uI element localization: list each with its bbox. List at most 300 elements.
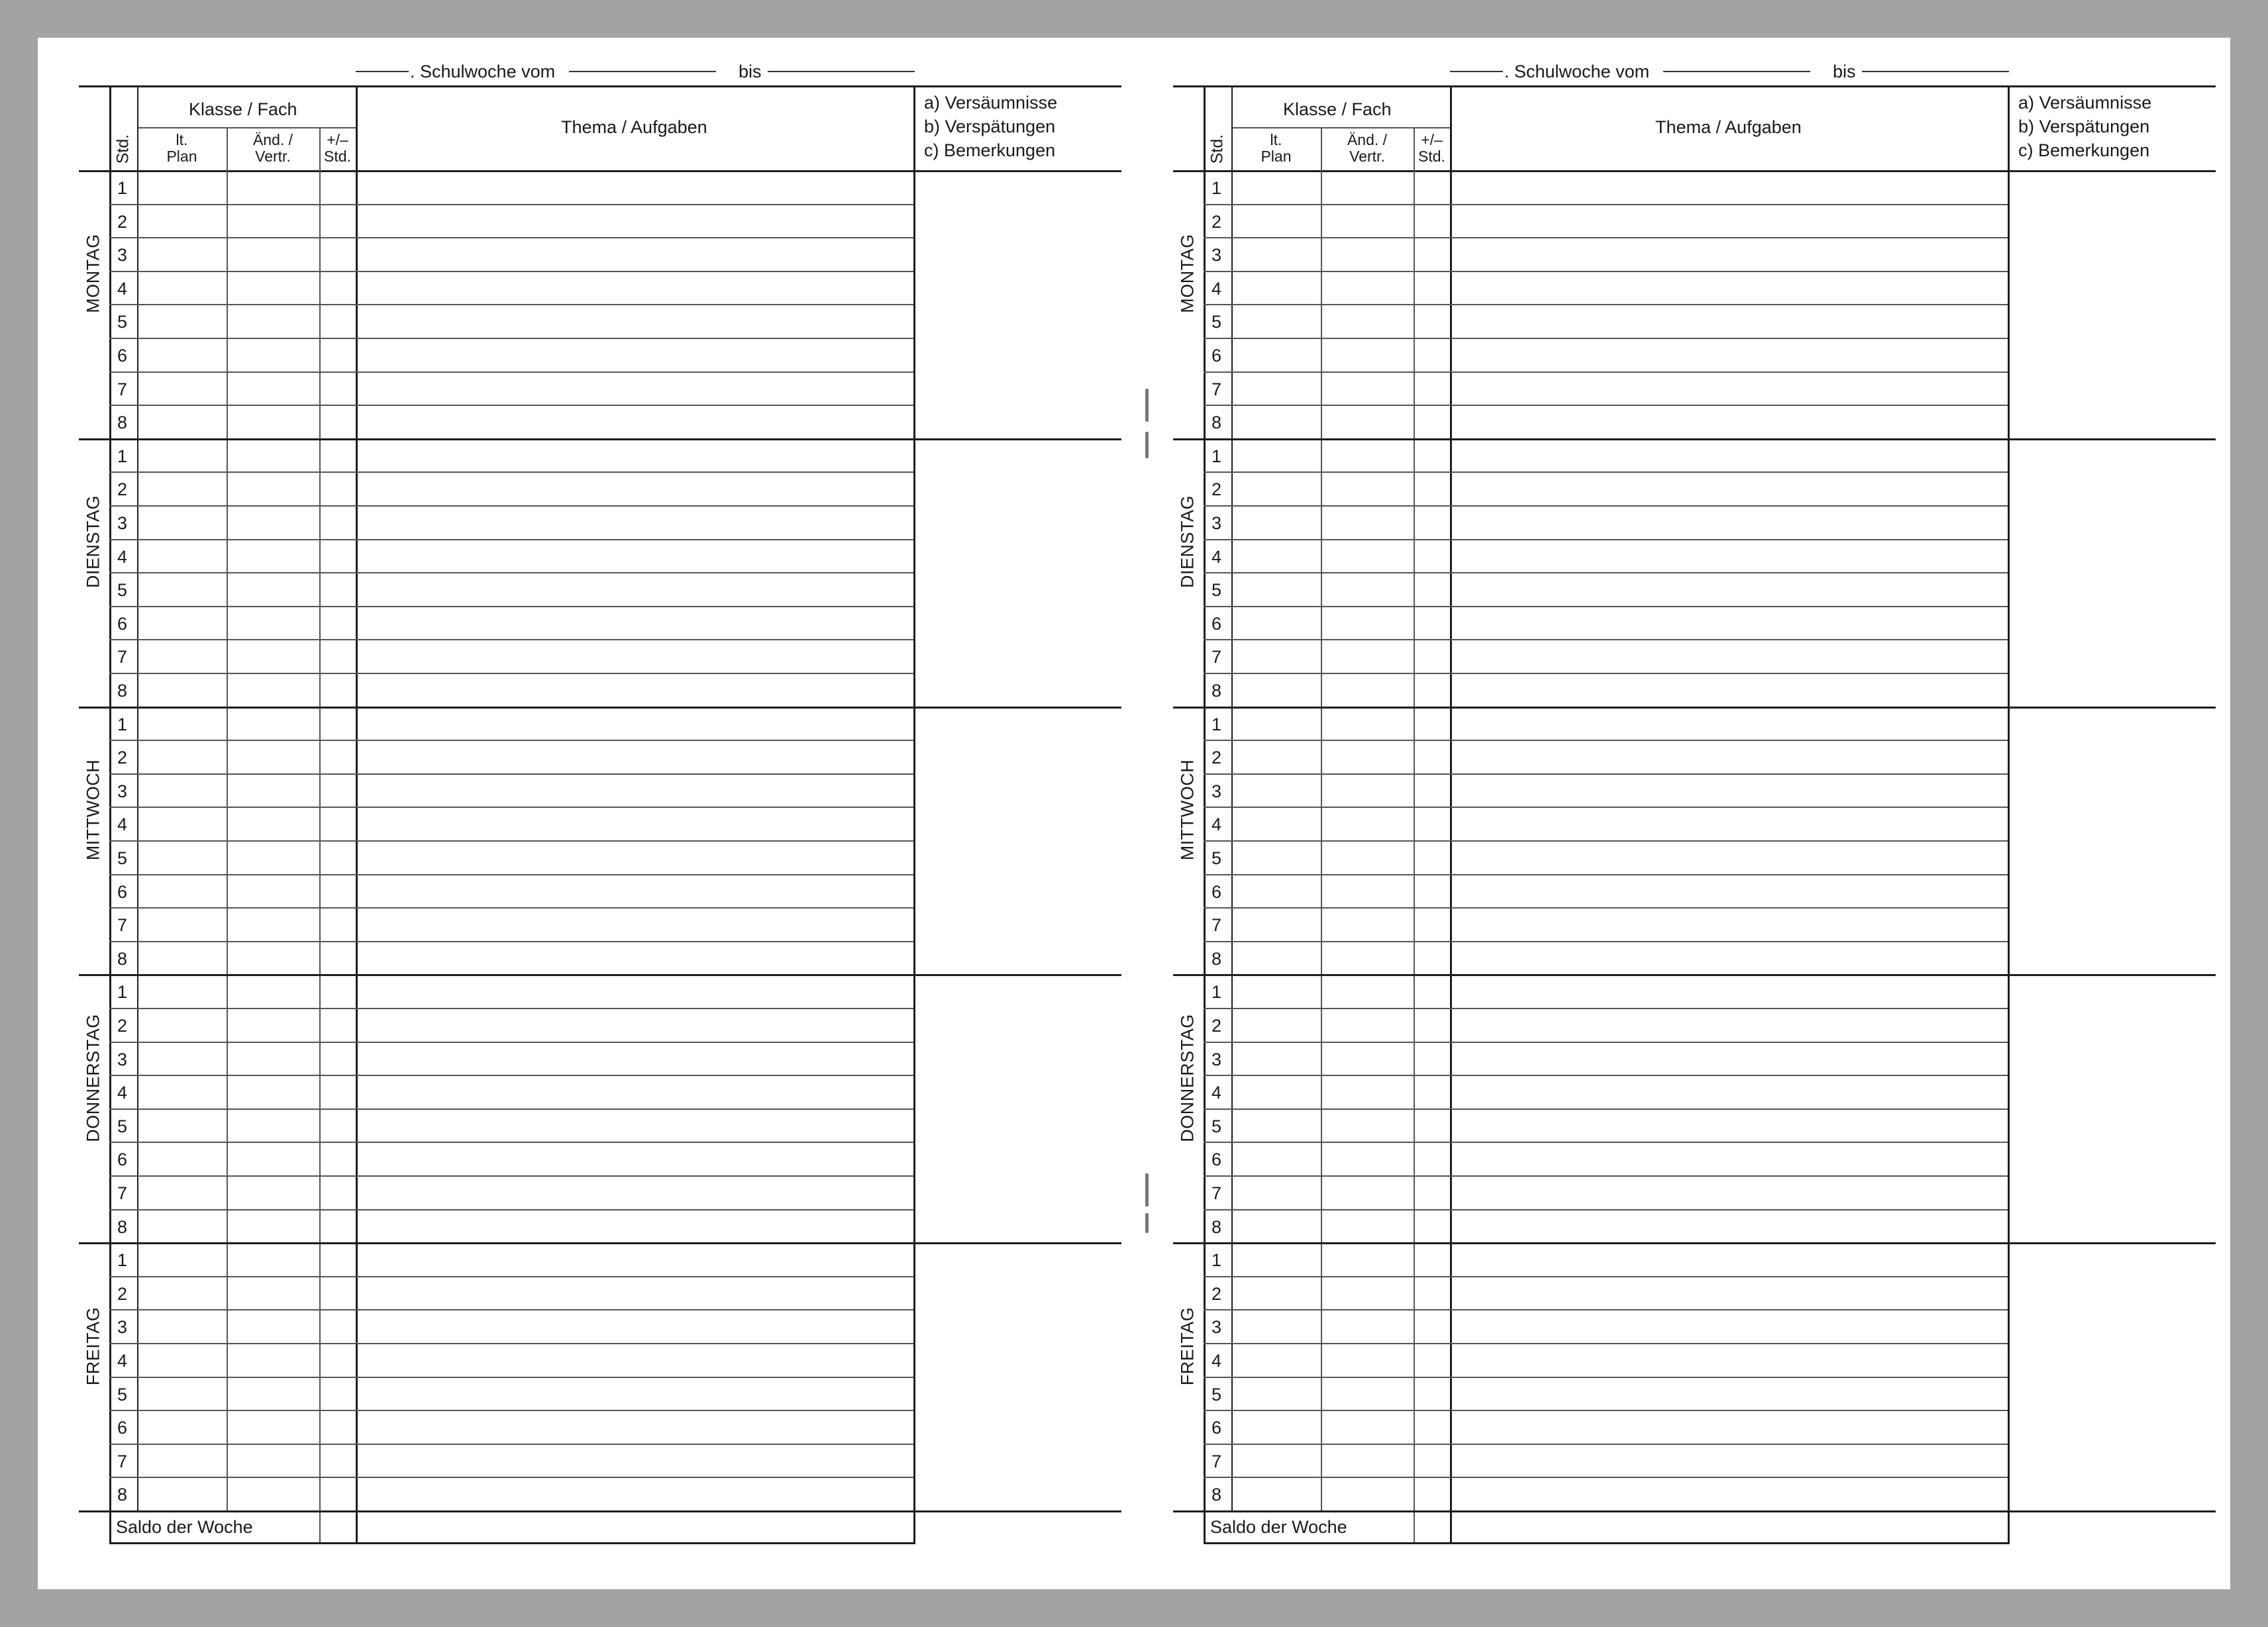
- period-number: 8: [1211, 1485, 1222, 1505]
- period-row-line: [1204, 1075, 2008, 1076]
- period-number: 7: [1211, 647, 1222, 667]
- legend-item: c) Bemerkungen: [2018, 140, 2150, 160]
- period-row-line: [109, 1075, 913, 1076]
- period-row-entry[interactable]: [1233, 1210, 2006, 1242]
- lt-plan-header-line2: Plan: [166, 148, 197, 166]
- period-row-line: [1204, 1276, 2008, 1277]
- day-label: MONTAG: [1177, 234, 1198, 314]
- period-row-line: [109, 338, 913, 339]
- period-row-entry[interactable]: [1233, 406, 2006, 437]
- period-number: 5: [117, 1384, 128, 1405]
- period-number: 1: [117, 982, 128, 1003]
- period-number: 3: [1211, 781, 1222, 801]
- day-separator: [1173, 707, 2216, 709]
- day-separator: [1173, 974, 2216, 976]
- week-number-blank[interactable]: [356, 71, 409, 72]
- period-row-entry[interactable]: [138, 1344, 912, 1375]
- period-number: 6: [117, 1150, 128, 1170]
- period-number: 4: [117, 546, 128, 567]
- week-to-blank[interactable]: [768, 71, 915, 72]
- period-row-entry[interactable]: [138, 808, 912, 839]
- period-row-line: [1204, 1175, 2008, 1177]
- period-row-line: [1204, 1209, 2008, 1210]
- until-label: bis: [1833, 62, 1856, 81]
- period-number: 1: [117, 1250, 128, 1271]
- period-row-entry[interactable]: [138, 507, 912, 538]
- period-row-entry[interactable]: [1233, 674, 2006, 705]
- period-row-line: [109, 740, 913, 741]
- day-label: DONNERSTAG: [83, 1014, 103, 1142]
- saldo-top-border: [79, 1510, 1121, 1512]
- topic-right-border: [2008, 85, 2010, 1542]
- period-row-line: [109, 405, 913, 406]
- period-row-entry[interactable]: [138, 607, 912, 638]
- period-number: 7: [117, 379, 128, 399]
- period-row-line: [109, 471, 913, 473]
- period-number: 1: [1211, 714, 1222, 734]
- day-separator: [79, 974, 1121, 976]
- period-row-entry[interactable]: [1233, 808, 2006, 839]
- period-row-line: [109, 271, 913, 272]
- period-row-line: [1204, 572, 2008, 573]
- period-number: 4: [1211, 1083, 1222, 1103]
- period-row-entry[interactable]: [1233, 1076, 2006, 1107]
- period-number: 4: [117, 278, 128, 299]
- period-number: 8: [117, 413, 128, 433]
- period-row-line: [1204, 204, 2008, 205]
- lt-plan-header: [149, 132, 215, 166]
- period-row-entry[interactable]: [1233, 1478, 2006, 1509]
- period-number: 4: [1211, 814, 1222, 835]
- period-number: 7: [1211, 915, 1222, 936]
- period-row-line: [109, 1008, 913, 1009]
- period-number: 2: [1211, 1016, 1222, 1036]
- lt-plan-header-line2: Plan: [1261, 148, 1292, 166]
- period-row-entry[interactable]: [138, 1378, 912, 1409]
- period-row-entry[interactable]: [138, 1478, 912, 1509]
- period-row-line: [1204, 673, 2008, 674]
- period-row-entry[interactable]: [1233, 1009, 2006, 1040]
- period-row-line: [109, 840, 913, 842]
- period-row-entry[interactable]: [1233, 339, 2006, 370]
- period-row-entry[interactable]: [1233, 1445, 2006, 1476]
- period-number: 6: [1211, 1418, 1222, 1438]
- binder-mark-bottom-2: [1145, 1213, 1149, 1233]
- period-row-entry[interactable]: [1233, 373, 2006, 404]
- period-number: 1: [1211, 982, 1222, 1003]
- period-row-line: [109, 606, 913, 607]
- period-row-entry[interactable]: [138, 708, 912, 739]
- std-header: Std.: [113, 134, 132, 164]
- period-row-line: [109, 874, 913, 875]
- day-label: FREITAG: [83, 1307, 103, 1385]
- period-row-entry[interactable]: [138, 674, 912, 705]
- period-row-entry[interactable]: [1233, 1143, 2006, 1174]
- period-row-entry[interactable]: [138, 1177, 912, 1208]
- week-sheet-right: [1132, 38, 2258, 1589]
- period-number: 2: [1211, 479, 1222, 500]
- period-row-line: [1204, 639, 2008, 640]
- saldo-bottom-border: [1204, 1542, 2010, 1544]
- period-row-line: [109, 371, 913, 373]
- period-row-entry[interactable]: [1233, 875, 2006, 907]
- change-header: [1334, 132, 1400, 166]
- class-subject-header: Klasse / Fach: [189, 99, 297, 119]
- period-row-entry[interactable]: [138, 842, 912, 873]
- period-number: 3: [117, 513, 128, 533]
- period-row-line: [109, 1042, 913, 1043]
- period-row-line: [109, 1109, 913, 1110]
- legend-item: c) Bemerkungen: [924, 140, 1056, 160]
- period-number: 5: [1211, 580, 1222, 601]
- topic-header: Thema / Aufgaben: [561, 117, 707, 137]
- period-row-line: [1204, 304, 2008, 305]
- period-row-line: [109, 1343, 913, 1344]
- period-row-line: [109, 673, 913, 674]
- period-number: 1: [1211, 446, 1222, 466]
- class-subject-underline: [1231, 127, 1450, 128]
- binder-mark-top: [1145, 389, 1149, 422]
- period-row-entry[interactable]: [1233, 540, 2006, 571]
- period-row-entry[interactable]: [138, 1210, 912, 1242]
- period-row-line: [109, 572, 913, 573]
- period-row-line: [109, 237, 913, 238]
- period-row-line: [1204, 1042, 2008, 1043]
- period-row-entry[interactable]: [1233, 172, 2006, 203]
- period-row-entry[interactable]: [1233, 1277, 2006, 1308]
- period-number: 8: [1211, 681, 1222, 701]
- class-subject-header: Klasse / Fach: [1283, 99, 1392, 119]
- period-row-entry[interactable]: [138, 540, 912, 571]
- period-row-entry[interactable]: [1233, 942, 2006, 973]
- period-row-entry[interactable]: [138, 172, 912, 203]
- period-row-line: [109, 941, 913, 942]
- period-row-entry[interactable]: [1233, 1411, 2006, 1442]
- period-number: 3: [1211, 1317, 1222, 1338]
- table-top-border: [1173, 85, 2216, 87]
- period-row-line: [109, 1444, 913, 1445]
- period-number: 6: [117, 346, 128, 366]
- period-row-line: [1204, 1377, 2008, 1378]
- period-row-line: [109, 1276, 913, 1277]
- period-number: 8: [1211, 1216, 1222, 1237]
- period-row-entry[interactable]: [1233, 1043, 2006, 1074]
- lt-plan-header: [1243, 132, 1310, 166]
- period-row-entry[interactable]: [138, 573, 912, 605]
- plusminus-header-line2: Std.: [324, 148, 351, 166]
- period-number: 6: [117, 613, 128, 634]
- plusminus-header: [305, 132, 371, 166]
- period-row-entry[interactable]: [138, 1277, 912, 1308]
- period-row-entry[interactable]: [1233, 842, 2006, 873]
- period-number: 2: [1211, 1283, 1222, 1304]
- period-row-line: [1204, 1309, 2008, 1310]
- period-row-line: [1204, 371, 2008, 373]
- period-number: 5: [1211, 312, 1222, 332]
- period-number: 3: [117, 1049, 128, 1069]
- period-number: 5: [1211, 1116, 1222, 1136]
- period-number: 2: [117, 479, 128, 500]
- period-row-entry[interactable]: [1233, 1177, 2006, 1208]
- week-from-blank[interactable]: [1663, 71, 1810, 72]
- period-row-line: [109, 1477, 913, 1478]
- period-row-entry[interactable]: [138, 1110, 912, 1141]
- period-row-entry[interactable]: [138, 339, 912, 370]
- legend-item: b) Verspätungen: [2018, 117, 2150, 136]
- week-sheet-left: [38, 38, 1164, 1589]
- period-number: 5: [117, 580, 128, 601]
- day-separator: [1173, 438, 2216, 440]
- period-row-entry[interactable]: [1233, 238, 2006, 270]
- period-number: 7: [117, 647, 128, 667]
- period-row-entry[interactable]: [138, 775, 912, 806]
- week-to-blank[interactable]: [1862, 71, 2009, 72]
- period-row-line: [1204, 1008, 2008, 1009]
- period-number: 1: [117, 446, 128, 466]
- period-row-entry[interactable]: [1233, 1378, 2006, 1409]
- period-number: 7: [1211, 1451, 1222, 1471]
- period-row-entry[interactable]: [1233, 975, 2006, 1007]
- period-number: 6: [117, 1418, 128, 1438]
- period-row-entry[interactable]: [1233, 205, 2006, 236]
- period-row-line: [1204, 338, 2008, 339]
- period-row-entry[interactable]: [1233, 741, 2006, 772]
- period-number: 2: [117, 748, 128, 768]
- period-number: 4: [1211, 1351, 1222, 1371]
- period-number: 7: [117, 915, 128, 936]
- period-row-entry[interactable]: [138, 909, 912, 940]
- period-number: 5: [1211, 848, 1222, 868]
- period-number: 3: [1211, 513, 1222, 533]
- period-row-entry[interactable]: [138, 1411, 912, 1442]
- period-row-line: [109, 1142, 913, 1143]
- saldo-bottom-border: [109, 1542, 915, 1544]
- period-number: 6: [117, 881, 128, 902]
- period-row-entry[interactable]: [138, 272, 912, 303]
- binder-mark-top-2: [1145, 432, 1149, 458]
- period-number: 8: [117, 1485, 128, 1505]
- table-top-border: [79, 85, 1121, 87]
- legend-item: a) Versäumnisse: [924, 93, 1058, 113]
- period-row-entry[interactable]: [138, 1244, 912, 1275]
- day-label: MITTWOCH: [1177, 759, 1198, 861]
- period-row-entry[interactable]: [138, 942, 912, 973]
- period-row-entry[interactable]: [1233, 1110, 2006, 1141]
- period-number: 2: [1211, 748, 1222, 768]
- period-row-line: [109, 1309, 913, 1310]
- period-number: 4: [117, 1351, 128, 1371]
- period-row-line: [109, 639, 913, 640]
- period-row-entry[interactable]: [138, 741, 912, 772]
- period-number: 5: [117, 312, 128, 332]
- day-label: DIENSTAG: [83, 495, 103, 589]
- period-row-line: [1204, 874, 2008, 875]
- period-row-line: [1204, 1142, 2008, 1143]
- saldo-top-border: [1173, 1510, 2216, 1512]
- legend-item: a) Versäumnisse: [2018, 93, 2152, 113]
- period-row-entry[interactable]: [138, 640, 912, 671]
- period-number: 3: [1211, 245, 1222, 266]
- period-row-entry[interactable]: [1233, 775, 2006, 806]
- topic-right-border: [913, 85, 915, 1542]
- period-row-entry[interactable]: [138, 473, 912, 504]
- period-row-line: [1204, 840, 2008, 842]
- period-row-entry[interactable]: [1233, 1344, 2006, 1375]
- std-header: Std.: [1208, 134, 1227, 164]
- period-number: 6: [1211, 1150, 1222, 1170]
- planner-paper: [38, 38, 2230, 1589]
- period-row-line: [1204, 1109, 2008, 1110]
- period-number: 2: [117, 1283, 128, 1304]
- period-number: 8: [117, 948, 128, 969]
- period-row-line: [1204, 505, 2008, 507]
- period-row-entry[interactable]: [1233, 573, 2006, 605]
- change-header: [240, 132, 306, 166]
- period-row-line: [1204, 606, 2008, 607]
- period-row-entry[interactable]: [1233, 473, 2006, 504]
- period-row-line: [109, 773, 913, 775]
- period-number: 1: [1211, 178, 1222, 198]
- school-week-label: . Schulwoche vom: [1504, 62, 1650, 81]
- period-row-entry[interactable]: [138, 1043, 912, 1074]
- period-row-line: [1204, 1444, 2008, 1445]
- legend-item: b) Verspätungen: [924, 117, 1056, 136]
- period-number: 4: [1211, 546, 1222, 567]
- period-row-line: [109, 204, 913, 205]
- period-number: 6: [1211, 346, 1222, 366]
- lt-plan-header-line1: lt.: [176, 131, 188, 148]
- period-row-line: [1204, 405, 2008, 406]
- day-separator: [79, 707, 1121, 709]
- period-number: 3: [1211, 1049, 1222, 1069]
- period-row-entry[interactable]: [1233, 607, 2006, 638]
- period-row-entry[interactable]: [138, 440, 912, 471]
- period-row-line: [109, 1377, 913, 1378]
- period-row-line: [1204, 237, 2008, 238]
- period-number: 7: [117, 1183, 128, 1203]
- period-row-line: [1204, 539, 2008, 540]
- plusminus-header-line2: Std.: [1418, 148, 1445, 166]
- change-header-line2: Vertr.: [1349, 148, 1385, 166]
- period-row-line: [1204, 740, 2008, 741]
- change-header-line2: Vertr.: [255, 148, 291, 166]
- period-row-line: [109, 1175, 913, 1177]
- day-label: DIENSTAG: [1177, 495, 1198, 589]
- period-number: 7: [1211, 379, 1222, 399]
- period-number: 5: [117, 848, 128, 868]
- remarks-legend: [924, 91, 1057, 162]
- until-label: bis: [739, 62, 762, 81]
- topic-header: Thema / Aufgaben: [1655, 117, 1802, 137]
- period-number: 2: [117, 1016, 128, 1036]
- period-row-line: [109, 304, 913, 305]
- period-row-line: [1204, 807, 2008, 808]
- period-row-line: [1204, 1410, 2008, 1411]
- change-header-line1: Änd. /: [1347, 131, 1388, 148]
- period-row-line: [109, 505, 913, 507]
- class-subject-underline: [137, 127, 356, 128]
- day-label: FREITAG: [1177, 1307, 1198, 1385]
- period-row-entry[interactable]: [1233, 708, 2006, 739]
- week-number-blank[interactable]: [1450, 71, 1503, 72]
- period-row-entry[interactable]: [138, 875, 912, 907]
- plusminus-header-line1: +/–: [1421, 131, 1443, 148]
- period-row-entry[interactable]: [138, 205, 912, 236]
- period-number: 4: [117, 814, 128, 835]
- period-row-line: [1204, 1477, 2008, 1478]
- period-row-entry[interactable]: [138, 1009, 912, 1040]
- lt-plan-header-line1: lt.: [1270, 131, 1282, 148]
- period-row-entry[interactable]: [1233, 305, 2006, 336]
- period-number: 3: [117, 1317, 128, 1338]
- binder-mark-bottom: [1145, 1173, 1149, 1207]
- period-number: 2: [1211, 211, 1222, 232]
- period-number: 1: [1211, 1250, 1222, 1271]
- period-number: 1: [117, 714, 128, 734]
- period-row-entry[interactable]: [1233, 909, 2006, 940]
- period-row-entry[interactable]: [138, 1143, 912, 1174]
- period-number: 2: [117, 211, 128, 232]
- period-number: 8: [1211, 948, 1222, 969]
- day-separator: [79, 438, 1121, 440]
- period-row-entry[interactable]: [138, 975, 912, 1007]
- period-number: 1: [117, 178, 128, 198]
- period-row-entry[interactable]: [1233, 507, 2006, 538]
- period-row-entry[interactable]: [138, 238, 912, 270]
- period-number: 8: [117, 1216, 128, 1237]
- period-row-line: [109, 1410, 913, 1411]
- period-row-entry[interactable]: [1233, 272, 2006, 303]
- period-number: 7: [1211, 1183, 1222, 1203]
- period-row-line: [109, 1209, 913, 1210]
- period-row-entry[interactable]: [1233, 640, 2006, 671]
- period-row-line: [1204, 773, 2008, 775]
- period-row-entry[interactable]: [138, 1310, 912, 1342]
- change-header-line1: Änd. /: [252, 131, 293, 148]
- week-from-blank[interactable]: [569, 71, 716, 72]
- period-number: 6: [1211, 881, 1222, 902]
- period-row-line: [109, 539, 913, 540]
- period-row-entry[interactable]: [138, 1445, 912, 1476]
- period-row-entry[interactable]: [138, 1076, 912, 1107]
- day-separator: [79, 1242, 1121, 1244]
- period-row-entry[interactable]: [1233, 1310, 2006, 1342]
- period-row-line: [1204, 1343, 2008, 1344]
- period-row-entry[interactable]: [1233, 1244, 2006, 1275]
- period-number: 8: [1211, 413, 1222, 433]
- period-row-line: [1204, 941, 2008, 942]
- day-label: MONTAG: [83, 234, 103, 314]
- remarks-legend: [2018, 91, 2151, 162]
- school-week-label: . Schulwoche vom: [410, 62, 556, 81]
- period-number: 4: [1211, 278, 1222, 299]
- plusminus-header: [1399, 132, 1465, 166]
- day-separator: [1173, 1242, 2216, 1244]
- period-number: 4: [117, 1083, 128, 1103]
- day-label: DONNERSTAG: [1177, 1014, 1198, 1142]
- period-number: 5: [117, 1116, 128, 1136]
- period-row-entry[interactable]: [138, 305, 912, 336]
- period-row-entry[interactable]: [138, 406, 912, 437]
- period-number: 7: [117, 1451, 128, 1471]
- period-row-entry[interactable]: [138, 373, 912, 404]
- period-number: 3: [117, 781, 128, 801]
- week-balance-label: Saldo der Woche: [116, 1517, 253, 1537]
- period-row-entry[interactable]: [1233, 440, 2006, 471]
- plusminus-header-line1: +/–: [327, 131, 348, 148]
- period-row-line: [1204, 471, 2008, 473]
- period-number: 8: [117, 681, 128, 701]
